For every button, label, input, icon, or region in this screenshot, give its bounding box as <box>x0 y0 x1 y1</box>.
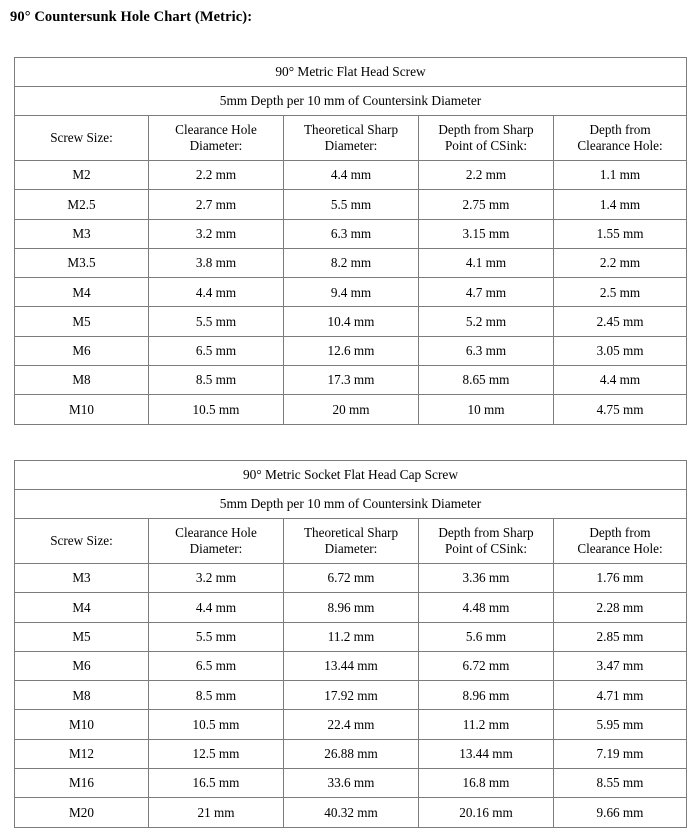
table-row <box>15 219 687 248</box>
cell-depth-from-clearance-hole: 1.4 mm <box>554 190 687 219</box>
cell-clearance-hole-diameter: 2.2 mm <box>149 161 284 190</box>
cell-clearance-hole-diameter: 8.5 mm <box>149 366 284 395</box>
table-subtitle-row <box>15 490 687 519</box>
cell-screw-size: M3 <box>15 219 149 248</box>
cell-screw-size: M8 <box>15 366 149 395</box>
cell-depth-from-sharp-point: 3.36 mm <box>419 564 554 593</box>
cell-theoretical-sharp-diameter: 8.96 mm <box>284 593 419 622</box>
cell-theoretical-sharp-diameter: 20 mm <box>284 395 419 424</box>
column-header-clearance-hole-diameter <box>149 519 284 564</box>
cell-depth-from-clearance-hole: 1.76 mm <box>554 564 687 593</box>
cell-depth-from-sharp-point: 16.8 mm <box>419 769 554 798</box>
cell-theoretical-sharp-diameter: 6.72 mm <box>284 564 419 593</box>
cell-clearance-hole-diameter: 6.5 mm <box>149 336 284 365</box>
cell-depth-from-sharp-point: 8.65 mm <box>419 366 554 395</box>
cell-theoretical-sharp-diameter: 9.4 mm <box>284 278 419 307</box>
table-row <box>15 769 687 798</box>
header-line: Depth from <box>589 525 651 541</box>
cell-clearance-hole-diameter: 5.5 mm <box>149 622 284 651</box>
table-subtitle: 5mm Depth per 10 mm of Countersink Diameter <box>15 87 687 116</box>
cell-screw-size: M3.5 <box>15 248 149 277</box>
cell-screw-size: M12 <box>15 739 149 768</box>
cell-theoretical-sharp-diameter: 26.88 mm <box>284 739 419 768</box>
cell-theoretical-sharp-diameter: 33.6 mm <box>284 769 419 798</box>
cell-screw-size: M4 <box>15 593 149 622</box>
cell-depth-from-sharp-point: 2.2 mm <box>419 161 554 190</box>
table-title-row <box>15 461 687 490</box>
cell-depth-from-clearance-hole: 9.66 mm <box>554 798 687 827</box>
cell-depth-from-sharp-point: 5.6 mm <box>419 622 554 651</box>
cell-depth-from-clearance-hole: 1.1 mm <box>554 161 687 190</box>
cell-theoretical-sharp-diameter: 10.4 mm <box>284 307 419 336</box>
cell-theoretical-sharp-diameter: 11.2 mm <box>284 622 419 651</box>
cell-theoretical-sharp-diameter: 5.5 mm <box>284 190 419 219</box>
header-line: Clearance Hole <box>175 122 257 138</box>
table-row <box>15 564 687 593</box>
header-line: Clearance Hole: <box>577 138 663 153</box>
cell-depth-from-clearance-hole: 4.4 mm <box>554 366 687 395</box>
table-row <box>15 190 687 219</box>
cell-clearance-hole-diameter: 12.5 mm <box>149 739 284 768</box>
cell-depth-from-sharp-point: 20.16 mm <box>419 798 554 827</box>
header-line: Depth from Sharp <box>438 122 534 138</box>
column-header-theoretical-sharp-diameter <box>284 519 419 564</box>
table-row <box>15 161 687 190</box>
cell-clearance-hole-diameter: 3.8 mm <box>149 248 284 277</box>
table-row <box>15 278 687 307</box>
cell-theoretical-sharp-diameter: 12.6 mm <box>284 336 419 365</box>
cell-depth-from-clearance-hole: 4.71 mm <box>554 681 687 710</box>
cell-depth-from-clearance-hole: 8.55 mm <box>554 769 687 798</box>
cell-depth-from-clearance-hole: 5.95 mm <box>554 710 687 739</box>
cell-clearance-hole-diameter: 3.2 mm <box>149 219 284 248</box>
column-header-theoretical-sharp-diameter <box>284 116 419 161</box>
cell-depth-from-clearance-hole: 2.5 mm <box>554 278 687 307</box>
header-line: Diameter: <box>324 138 378 153</box>
header-line: Screw Size: <box>50 533 113 549</box>
cell-screw-size: M10 <box>15 395 149 424</box>
header-line: Diameter: <box>189 541 243 556</box>
cell-depth-from-clearance-hole: 2.2 mm <box>554 248 687 277</box>
table-title: 90° Metric Flat Head Screw <box>15 58 687 87</box>
column-header-depth-from-sharp-point <box>419 116 554 161</box>
table-row <box>15 798 687 827</box>
table-subtitle: 5mm Depth per 10 mm of Countersink Diameter <box>15 490 687 519</box>
cell-clearance-hole-diameter: 5.5 mm <box>149 307 284 336</box>
table-row <box>15 681 687 710</box>
cell-clearance-hole-diameter: 21 mm <box>149 798 284 827</box>
cell-clearance-hole-diameter: 10.5 mm <box>149 710 284 739</box>
cell-depth-from-sharp-point: 4.7 mm <box>419 278 554 307</box>
table-row <box>15 622 687 651</box>
cell-screw-size: M3 <box>15 564 149 593</box>
cell-clearance-hole-diameter: 8.5 mm <box>149 681 284 710</box>
cell-screw-size: M2 <box>15 161 149 190</box>
cell-depth-from-clearance-hole: 7.19 mm <box>554 739 687 768</box>
cell-screw-size: M16 <box>15 769 149 798</box>
cell-clearance-hole-diameter: 3.2 mm <box>149 564 284 593</box>
header-line: Theoretical Sharp <box>303 122 399 138</box>
cell-theoretical-sharp-diameter: 17.92 mm <box>284 681 419 710</box>
cell-depth-from-sharp-point: 10 mm <box>419 395 554 424</box>
table-title: 90° Metric Socket Flat Head Cap Screw <box>15 461 687 490</box>
cell-depth-from-sharp-point: 3.15 mm <box>419 219 554 248</box>
cell-clearance-hole-diameter: 2.7 mm <box>149 190 284 219</box>
cell-theoretical-sharp-diameter: 22.4 mm <box>284 710 419 739</box>
table-row <box>15 651 687 680</box>
header-line: Depth from <box>589 122 651 138</box>
cell-depth-from-clearance-hole: 3.05 mm <box>554 336 687 365</box>
cell-theoretical-sharp-diameter: 13.44 mm <box>284 651 419 680</box>
cell-depth-from-clearance-hole: 2.45 mm <box>554 307 687 336</box>
column-header-depth-from-clearance-hole <box>554 519 687 564</box>
cell-depth-from-sharp-point: 13.44 mm <box>419 739 554 768</box>
cell-clearance-hole-diameter: 16.5 mm <box>149 769 284 798</box>
cell-depth-from-clearance-hole: 2.28 mm <box>554 593 687 622</box>
cell-depth-from-clearance-hole: 4.75 mm <box>554 395 687 424</box>
cell-clearance-hole-diameter: 4.4 mm <box>149 593 284 622</box>
cell-screw-size: M6 <box>15 336 149 365</box>
column-header-clearance-hole-diameter <box>149 116 284 161</box>
table-row <box>15 307 687 336</box>
cell-depth-from-sharp-point: 6.72 mm <box>419 651 554 680</box>
column-header-screw-size <box>15 519 149 564</box>
table-row <box>15 395 687 424</box>
cell-depth-from-sharp-point: 5.2 mm <box>419 307 554 336</box>
cell-screw-size: M20 <box>15 798 149 827</box>
column-header-screw-size <box>15 116 149 161</box>
cell-screw-size: M4 <box>15 278 149 307</box>
cell-depth-from-sharp-point: 4.1 mm <box>419 248 554 277</box>
cell-depth-from-clearance-hole: 1.55 mm <box>554 219 687 248</box>
countersink-table-socket-flat-head-cap <box>14 460 687 828</box>
countersink-table-flat-head <box>14 57 687 425</box>
cell-theoretical-sharp-diameter: 6.3 mm <box>284 219 419 248</box>
table-subtitle-row <box>15 87 687 116</box>
cell-depth-from-sharp-point: 2.75 mm <box>419 190 554 219</box>
header-line: Point of CSink: <box>444 541 528 556</box>
cell-depth-from-sharp-point: 4.48 mm <box>419 593 554 622</box>
cell-theoretical-sharp-diameter: 4.4 mm <box>284 161 419 190</box>
table-row <box>15 710 687 739</box>
cell-screw-size: M10 <box>15 710 149 739</box>
cell-clearance-hole-diameter: 4.4 mm <box>149 278 284 307</box>
cell-screw-size: M8 <box>15 681 149 710</box>
cell-theoretical-sharp-diameter: 40.32 mm <box>284 798 419 827</box>
table-header-row <box>15 116 687 161</box>
header-line: Clearance Hole: <box>577 541 663 556</box>
column-header-depth-from-clearance-hole <box>554 116 687 161</box>
header-line: Screw Size: <box>50 130 113 146</box>
cell-depth-from-sharp-point: 11.2 mm <box>419 710 554 739</box>
cell-screw-size: M2.5 <box>15 190 149 219</box>
cell-theoretical-sharp-diameter: 17.3 mm <box>284 366 419 395</box>
table-row <box>15 593 687 622</box>
table-title-row <box>15 58 687 87</box>
header-line: Theoretical Sharp <box>303 525 399 541</box>
header-line: Clearance Hole <box>175 525 257 541</box>
table-row <box>15 739 687 768</box>
cell-depth-from-clearance-hole: 2.85 mm <box>554 622 687 651</box>
table-header-row <box>15 519 687 564</box>
table-row <box>15 366 687 395</box>
cell-clearance-hole-diameter: 6.5 mm <box>149 651 284 680</box>
header-line: Point of CSink: <box>444 138 528 153</box>
cell-screw-size: M5 <box>15 622 149 651</box>
column-header-depth-from-sharp-point <box>419 519 554 564</box>
page-title: 90° Countersunk Hole Chart (Metric): <box>10 9 253 25</box>
cell-depth-from-sharp-point: 8.96 mm <box>419 681 554 710</box>
table-row <box>15 248 687 277</box>
cell-clearance-hole-diameter: 10.5 mm <box>149 395 284 424</box>
cell-screw-size: M5 <box>15 307 149 336</box>
cell-screw-size: M6 <box>15 651 149 680</box>
header-line: Depth from Sharp <box>438 525 534 541</box>
cell-theoretical-sharp-diameter: 8.2 mm <box>284 248 419 277</box>
header-line: Diameter: <box>324 541 378 556</box>
cell-depth-from-sharp-point: 6.3 mm <box>419 336 554 365</box>
table-row <box>15 336 687 365</box>
cell-depth-from-clearance-hole: 3.47 mm <box>554 651 687 680</box>
header-line: Diameter: <box>189 138 243 153</box>
